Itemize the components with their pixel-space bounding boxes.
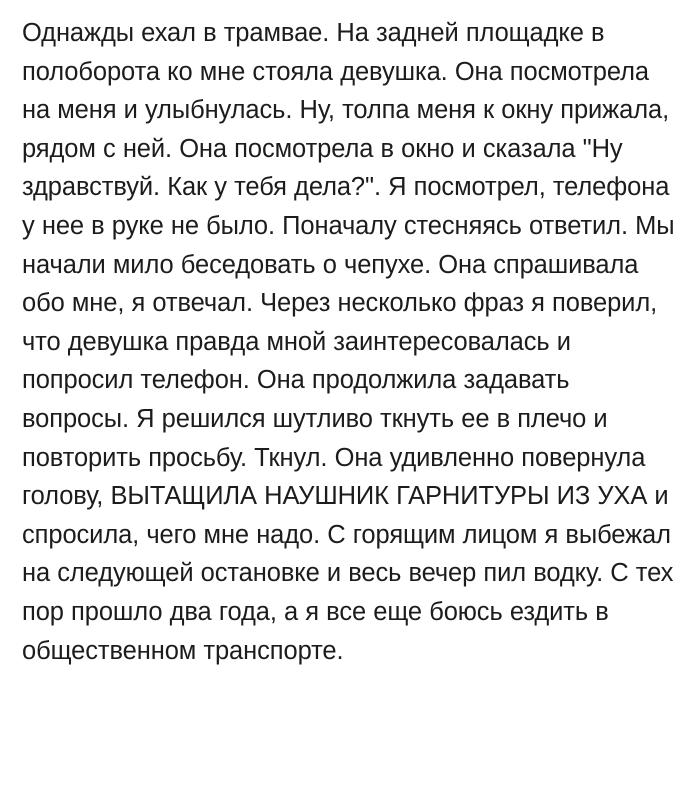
story-text: Однажды ехал в трамвае. На задней площадке в полоборота ко мне стояла девушка. Она посмотрела на меня и улыбнулась. Ну, толпа меня к окну прижала, рядом с ней. Она посмотрела в окно и сказала "Ну здравствуй. Как у тебя дела?". Я посмотрел, телефона у нее в руке не было. Поначалу стесняясь ответил. Мы начали мило беседовать о чепухе. Она спрашивала обо мне, я отвечал. Через несколько фраз я поверил, что девушка правда мной заинтересовалась и попросил телефон. Она продолжила задавать вопросы. Я решился шутливо ткнуть ее в плечо и повторить просьбу. Ткнул. Она удивленно повернула голову, ВЫТАЩИЛА НАУШНИК ГАРНИТУРЫ ИЗ УХА и спросила, чего мне надо. С горящим лицом я выбежал на следующей остановке и весь вечер пил водку. С тех пор прошло два года, а я все еще боюсь ездить в общественном транспорте. — [22, 19, 682, 665]
